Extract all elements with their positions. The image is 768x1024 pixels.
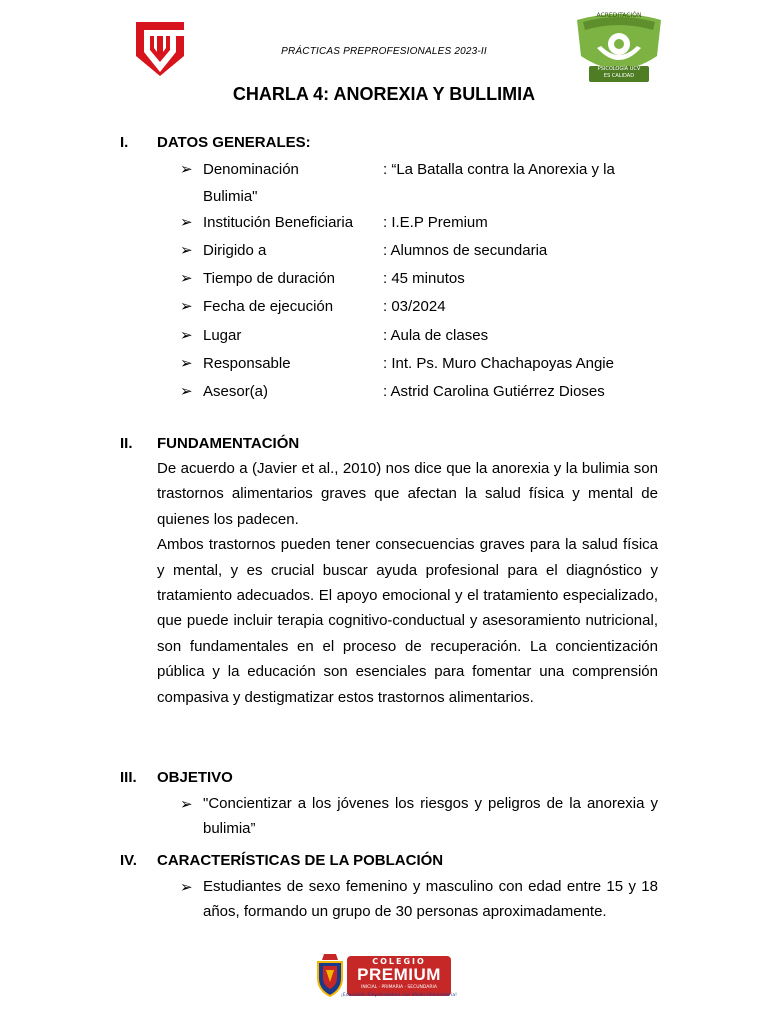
objective-text: "Concientizar a los jóvenes los riesgos y peligros de la anorexia y bulimia” <box>203 795 658 837</box>
row-label: Responsable <box>203 355 291 372</box>
row-value: : “La Batalla contra la Anorexia y la <box>383 161 615 178</box>
row-value: : 45 minutos <box>383 270 465 287</box>
row-value: : Alumnos de secundaria <box>383 242 548 259</box>
premium-text: PREMIUM <box>357 965 441 984</box>
row-label: Dirigido a <box>203 242 267 259</box>
badge-line2: ES CALIDAD <box>603 73 635 79</box>
slogan-text: ¡Educación Emprendedora con Visión Universitaria! <box>341 993 457 998</box>
arrow-bullet-icon: ➢ <box>180 879 193 896</box>
row-value: : Int. Ps. Muro Chachapoyas Angie <box>383 355 614 372</box>
paragraph: De acuerdo a (Javier et al., 2010) nos dice que la anorexia y la bulimia son trastornos alimentarios graves que afectan la salud física y mental de quienes los padecen. <box>157 460 658 528</box>
row-value: : 03/2024 <box>383 298 446 315</box>
section-4-title: CARACTERÍSTICAS DE LA POBLACIÓN <box>157 852 444 869</box>
row-label: Fecha de ejecución <box>203 298 334 315</box>
arrow-bullet-icon: ➢ <box>180 383 193 400</box>
arrow-bullet-icon: ➢ <box>180 161 193 178</box>
arrow-bullet-icon: ➢ <box>180 214 193 231</box>
arrow-bullet-icon: ➢ <box>180 355 193 372</box>
section-4-number: IV. <box>120 852 137 869</box>
row-label: Lugar <box>203 327 242 344</box>
paragraph: Ambos trastornos pueden tener consecuencias graves para la salud física y mental, y es crucial buscar ayuda profesional para el diagnóstico y tratamiento adecuados. El apoyo emocional y el tratamiento especializado, que puede incluir terapia cognitivo-conductual y asesoramiento nutricional, son fundamentales en el proceso de recuperación. La concientización pública y la educación son esenciales para fomentar una comprensión compasiva y destigmatizar estos trastornos alimentarios. <box>157 536 658 706</box>
arrow-bullet-icon: ➢ <box>180 242 193 259</box>
row-label: Denominación <box>203 161 299 178</box>
arrow-bullet-icon: ➢ <box>180 270 193 287</box>
section-2-number: II. <box>120 435 133 452</box>
fundamentacion-text <box>157 456 658 710</box>
row-label: Tiempo de duración <box>203 270 336 287</box>
premium-crest-logo <box>314 952 346 998</box>
row-value: : Astrid Carolina Gutiérrez Dioses <box>383 383 605 400</box>
levels-text: INICIAL · PRIMARIA · SECUNDARIA <box>361 985 437 990</box>
row-value: : I.E.P Premium <box>383 214 488 231</box>
badge-line1: PSICOLOGÍA UCV <box>597 66 641 72</box>
arrow-bullet-icon: ➢ <box>180 327 193 344</box>
colegio-text: COLEGIO <box>372 957 426 966</box>
section-1-number: I. <box>120 134 129 151</box>
section-2-title: FUNDAMENTACIÓN <box>157 435 300 452</box>
section-1-title: DATOS GENERALES: <box>157 134 311 151</box>
row-value-continuation: Bulimia" <box>203 188 258 205</box>
section-3-title: OBJETIVO <box>157 769 233 786</box>
section-3-number: III. <box>120 769 137 786</box>
row-value: : Aula de clases <box>383 327 489 344</box>
arrow-bullet-icon: ➢ <box>180 298 193 315</box>
row-label: Asesor(a) <box>203 383 269 400</box>
header-text: PRÁCTICAS PREPROFESIONALES 2023-II <box>281 46 487 57</box>
row-label: Institución Beneficiaria <box>203 214 354 231</box>
population-text: Estudiantes de sexo femenino y masculino con edad entre 15 y 18 años, formando un grupo de 30 personas aproximadamente. <box>203 878 658 920</box>
badge-top-text: ACREDITACIÓN <box>596 12 642 19</box>
arrow-bullet-icon: ➢ <box>180 796 193 813</box>
page-title: CHARLA 4: ANOREXIA Y BULLIMIA <box>232 84 536 104</box>
